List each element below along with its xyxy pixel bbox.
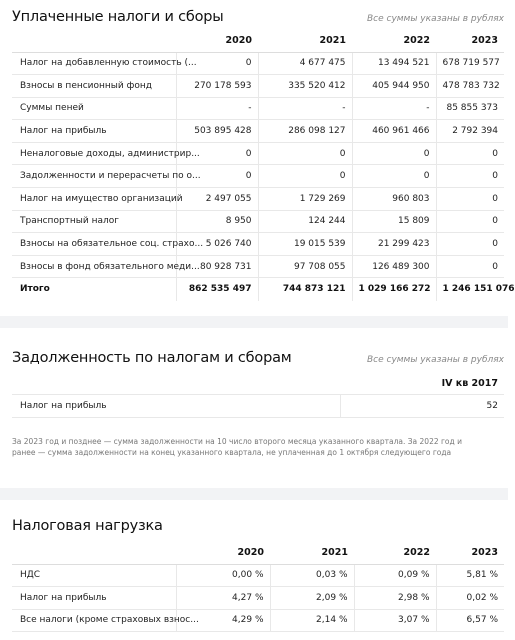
cell-value: 0 bbox=[352, 165, 436, 188]
cell-value: 478 783 732 bbox=[436, 75, 504, 98]
cell-value: 678 719 577 bbox=[436, 52, 504, 75]
cell-value: 8 950 bbox=[176, 210, 258, 233]
tax-debt-header-row bbox=[12, 374, 504, 394]
table-row bbox=[12, 609, 504, 632]
cell-value: 405 944 950 bbox=[352, 75, 436, 98]
table-row bbox=[12, 165, 504, 188]
tax-debt-title: Задолженность по налогам и сборам bbox=[12, 350, 292, 366]
year-column-header: 2020 bbox=[176, 542, 270, 564]
row-label: Итого bbox=[20, 284, 50, 295]
cell-value: 0,09 % bbox=[354, 564, 436, 587]
row-label: Взносы на обязательное соц. страхо... bbox=[12, 233, 176, 256]
cell-value: 2,09 % bbox=[270, 587, 354, 610]
row-label: Налог на прибыль bbox=[12, 587, 176, 610]
cell-value: 335 520 412 bbox=[258, 75, 352, 98]
cell-value: 3,07 % bbox=[354, 609, 436, 632]
paid-taxes-section bbox=[0, 0, 515, 316]
row-label: Транспортный налог bbox=[12, 210, 176, 233]
cell-value: 4 677 475 bbox=[258, 52, 352, 75]
cell-value: 97 708 055 bbox=[258, 255, 352, 278]
cell-value: 270 178 593 bbox=[176, 75, 258, 98]
section-separator bbox=[0, 316, 508, 328]
table-row bbox=[12, 75, 504, 98]
cell-value: 0 bbox=[258, 165, 352, 188]
cell-value: 503 895 428 bbox=[176, 120, 258, 143]
cell-value: 1 029 166 272 bbox=[352, 278, 436, 301]
paid-taxes-table bbox=[12, 30, 515, 301]
table-row bbox=[12, 210, 504, 233]
cell-value: 124 244 bbox=[258, 210, 352, 233]
row-label: Задолженности и перерасчеты по о... bbox=[12, 165, 176, 188]
cell-value: 0,02 % bbox=[436, 587, 504, 610]
table-row bbox=[12, 564, 504, 587]
year-column-header: 2023 bbox=[436, 30, 504, 52]
cell-value: - bbox=[352, 97, 436, 120]
cell-value: 2,14 % bbox=[270, 609, 354, 632]
year-column-header: 2022 bbox=[354, 542, 436, 564]
table-row bbox=[12, 188, 504, 211]
tax-load-title: Налоговая нагрузка bbox=[12, 518, 163, 534]
quarter-column-header: IV кв 2017 bbox=[441, 378, 498, 390]
cell-value: 0 bbox=[352, 142, 436, 165]
cell-value: 0 bbox=[258, 142, 352, 165]
tax-debt-table bbox=[12, 374, 504, 418]
row-label: Налог на прибыль bbox=[12, 394, 340, 417]
cell-value: 862 535 497 bbox=[176, 278, 258, 301]
paid-taxes-currency-note: Все суммы указаны в рублях bbox=[366, 14, 504, 24]
cell-value: 460 961 466 bbox=[352, 120, 436, 143]
cell-value: 1 729 269 bbox=[258, 188, 352, 211]
cell-value: 85 855 373 bbox=[436, 97, 504, 120]
row-label: Суммы пеней bbox=[12, 97, 176, 120]
cell-value: 0 bbox=[436, 188, 504, 211]
cell-value: 0 bbox=[176, 165, 258, 188]
cell-value: 13 494 521 bbox=[352, 52, 436, 75]
cell-value: 0 bbox=[436, 255, 504, 278]
cell-value: 19 015 539 bbox=[258, 233, 352, 256]
cell-value: 0,00 % bbox=[176, 564, 270, 587]
paid-taxes-title: Уплаченные налоги и сборы bbox=[12, 9, 224, 25]
cell-value: 4,27 % bbox=[176, 587, 270, 610]
tax-debt-header bbox=[12, 328, 504, 366]
cell-value: 0 bbox=[176, 52, 258, 75]
cell-value: 0 bbox=[436, 165, 504, 188]
cell-value: 80 928 731 bbox=[176, 255, 258, 278]
year-column-header: 2021 bbox=[258, 30, 352, 52]
tax-load-table bbox=[12, 542, 504, 632]
table-row bbox=[12, 97, 504, 120]
table-row bbox=[12, 142, 504, 165]
cell-value: 960 803 bbox=[352, 188, 436, 211]
tax-load-header bbox=[12, 500, 504, 534]
year-column-header: 2020 bbox=[176, 30, 258, 52]
table-row bbox=[12, 120, 504, 143]
cell-value: 0,03 % bbox=[270, 564, 354, 587]
cell-value: 2 497 055 bbox=[176, 188, 258, 211]
tax-load-section bbox=[0, 500, 508, 640]
row-label: Взносы в пенсионный фонд bbox=[12, 75, 176, 98]
cell-value: 0 bbox=[436, 210, 504, 233]
row-label: Налог на прибыль bbox=[12, 120, 176, 143]
row-label: НДС bbox=[12, 564, 176, 587]
year-column-header: 2021 bbox=[270, 542, 354, 564]
cell-value: 2,98 % bbox=[354, 587, 436, 610]
cell-value: 0 bbox=[436, 142, 504, 165]
total-row bbox=[12, 278, 504, 301]
tax-debt-currency-note: Все суммы указаны в рублях bbox=[366, 355, 504, 365]
cell-value: 126 489 300 bbox=[352, 255, 436, 278]
table-row bbox=[12, 255, 504, 278]
cell-value: 1 246 151 076 bbox=[436, 278, 504, 301]
tax-debt-footnote: За 2023 год и позднее — сумма задолженности на 10 число второго месяца указанного квартала. За 2022 год и ранее — сумма задолженности на конец указанного квартала, не уплаченная до 1 октября следующего года bbox=[12, 436, 462, 457]
row-label: Налог на добавленную стоимость (... bbox=[12, 52, 176, 75]
cell-value: 5,81 % bbox=[436, 564, 504, 587]
cell-value: 0 bbox=[176, 142, 258, 165]
paid-taxes-header-row bbox=[12, 30, 504, 52]
row-label: Все налоги (кроме страховых взнос... bbox=[12, 609, 176, 632]
table-row bbox=[12, 394, 504, 417]
cell-value: 15 809 bbox=[352, 210, 436, 233]
cell-value: 286 098 127 bbox=[258, 120, 352, 143]
cell-value: 2 792 394 bbox=[436, 120, 504, 143]
cell-value: 21 299 423 bbox=[352, 233, 436, 256]
cell-value: - bbox=[258, 97, 352, 120]
cell-value: 744 873 121 bbox=[258, 278, 352, 301]
cell-value: 4,29 % bbox=[176, 609, 270, 632]
cell-value: 6,57 % bbox=[436, 609, 504, 632]
table-row bbox=[12, 52, 504, 75]
row-label: Взносы в фонд обязательного меди... bbox=[12, 255, 176, 278]
year-column-header: 2022 bbox=[352, 30, 436, 52]
row-label: Неналоговые доходы, администрир... bbox=[12, 142, 176, 165]
year-column-header: 2023 bbox=[436, 542, 504, 564]
cell-value: 52 bbox=[340, 394, 504, 417]
tax-debt-section bbox=[0, 328, 508, 488]
section-separator bbox=[0, 488, 508, 500]
cell-value: 5 026 740 bbox=[176, 233, 258, 256]
table-row bbox=[12, 233, 504, 256]
table-row bbox=[12, 587, 504, 610]
row-label: Налог на имущество организаций bbox=[12, 188, 176, 211]
cell-value: - bbox=[176, 97, 258, 120]
paid-taxes-header bbox=[12, 0, 504, 25]
tax-load-header-row bbox=[12, 542, 504, 564]
cell-value: 0 bbox=[436, 233, 504, 256]
